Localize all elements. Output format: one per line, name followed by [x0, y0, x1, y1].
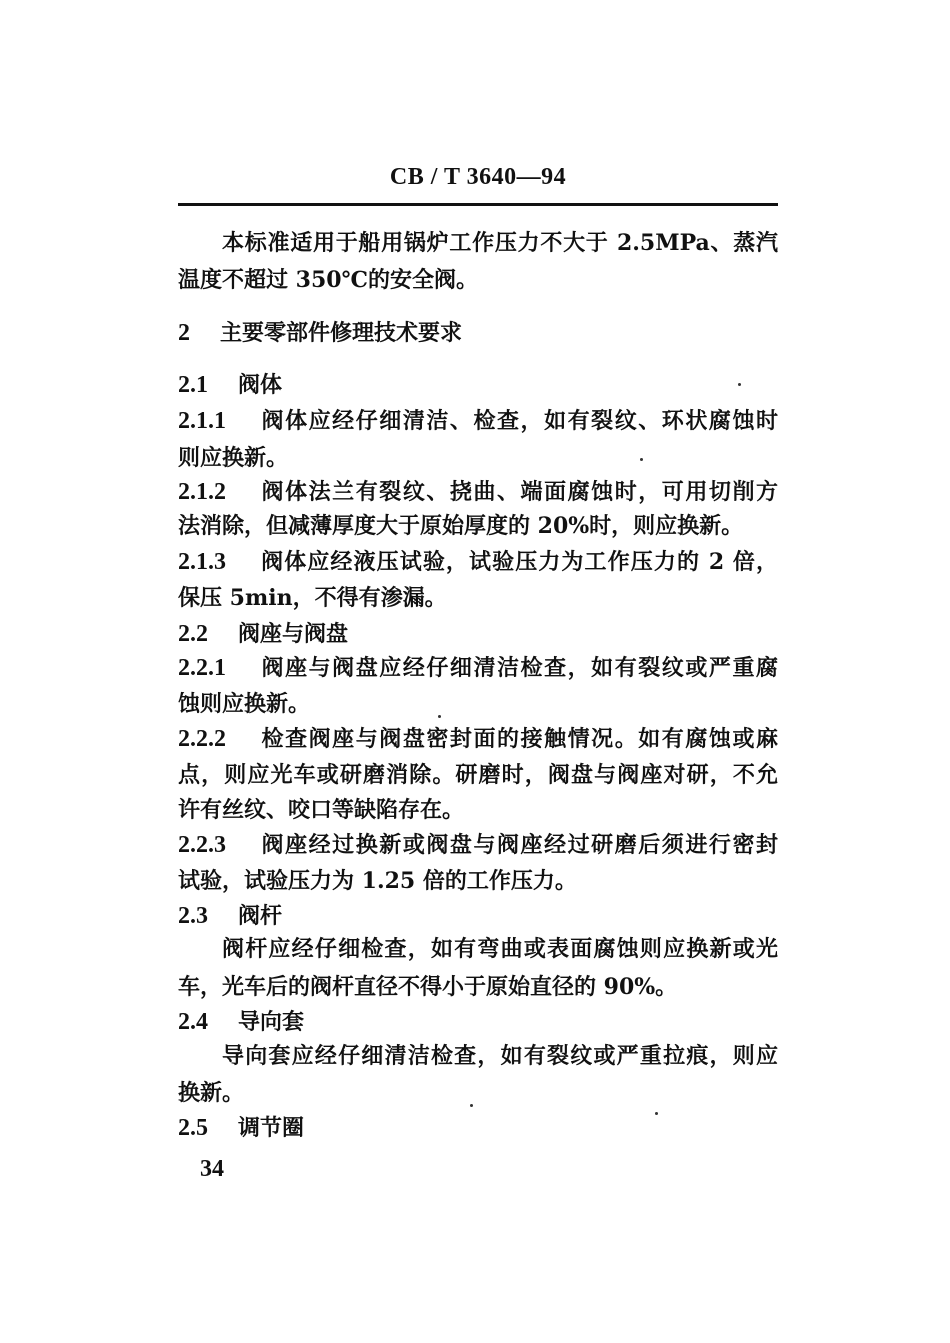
clause-2-1-2-line-2: 法消除，但减薄厚度大于原始厚度的 20%时，则应换新。: [178, 513, 744, 539]
section-2-3-text-line-1: 阀杆应经仔细检查，如有弯曲或表面腐蚀则应换新或光: [222, 936, 778, 962]
clause-number: 2.2.2: [178, 726, 226, 752]
clause-2-2-2-line-2: 点，则应光车或研磨消除。研磨时，阀盘与阀座对研，不允: [178, 762, 778, 788]
scan-speck: [738, 383, 741, 386]
scan-speck: [470, 1104, 473, 1107]
clause-text: 阀体应经仔细清洁、检查，如有裂纹、环状腐蚀时: [260, 408, 778, 434]
scope-text-line-1: 本标准适用于船用锅炉工作压力不大于 2.5MPa、蒸汽: [222, 230, 778, 256]
section-number: 2: [178, 320, 190, 346]
section-title: 主要零部件修理技术要求: [220, 320, 463, 346]
clause-2-1-1-line-1: [178, 408, 778, 434]
page-number: 34: [200, 1156, 224, 1182]
scan-speck: [655, 1112, 658, 1115]
scan-speck: [640, 458, 643, 461]
clause-number: 2.2.1: [178, 655, 226, 681]
scope-text-line-2: 温度不超过 350℃的安全阀。: [178, 267, 478, 293]
standard-code-header: CB / T 3640—94: [389, 164, 567, 190]
section-number: 2.3: [178, 903, 208, 929]
section-2-1-heading: [178, 372, 282, 398]
section-2-3-text-line-2: 车，光车后的阀杆直径不得小于原始直径的 90%。: [178, 974, 678, 1000]
clause-number: 2.1.1: [178, 408, 226, 434]
clause-text: 检查阀座与阀盘密封面的接触情况。如有腐蚀或麻: [260, 726, 778, 752]
section-2-4-text-line-1: 导向套应经仔细清洁检查，如有裂纹或严重拉痕，则应: [222, 1043, 778, 1069]
clause-2-2-1-line-1: [178, 655, 778, 681]
section-2-4-heading: [178, 1009, 304, 1035]
section-number: 2.5: [178, 1115, 208, 1141]
section-2-2-heading: [178, 621, 348, 647]
clause-2-2-2-line-3: 许有丝纹、咬口等缺陷存在。: [178, 797, 465, 823]
section-2-3-heading: [178, 903, 282, 929]
section-title: 阀杆: [238, 903, 283, 929]
clause-text: 阀体应经液压试验，试验压力为工作压力的 2 倍，: [260, 549, 778, 575]
section-2-4-text-line-2: 换新。: [178, 1080, 245, 1106]
section-2-heading: [178, 320, 462, 346]
section-number: 2.4: [178, 1009, 208, 1035]
clause-number: 2.1.3: [178, 549, 226, 575]
section-title: 阀座与阀盘: [238, 621, 349, 647]
clause-2-2-3-line-1: [178, 832, 778, 858]
clause-2-1-2-line-1: [178, 479, 778, 505]
scan-speck: [438, 715, 441, 718]
clause-2-2-2-line-1: [178, 726, 778, 752]
clause-2-2-1-line-2: 蚀则应换新。: [178, 691, 311, 717]
clause-2-1-3-line-1: [178, 549, 778, 575]
section-title: 导向套: [238, 1009, 305, 1035]
clause-number: 2.2.3: [178, 832, 226, 858]
clause-number: 2.1.2: [178, 479, 226, 505]
clause-2-2-3-line-2: 试验，试验压力为 1.25 倍的工作压力。: [178, 868, 577, 894]
section-number: 2.1: [178, 372, 208, 398]
header-rule: [178, 203, 778, 206]
clause-text: 阀体法兰有裂纹、挠曲、端面腐蚀时，可用切削方: [260, 479, 778, 505]
clause-text: 阀座经过换新或阀盘与阀座经过研磨后须进行密封: [260, 832, 778, 858]
clause-2-1-3-line-2: 保压 5min，不得有渗漏。: [178, 585, 447, 611]
section-number: 2.2: [178, 621, 208, 647]
clause-text: 阀座与阀盘应经仔细清洁检查，如有裂纹或严重腐: [260, 655, 778, 681]
section-2-5-heading: [178, 1115, 304, 1141]
section-title: 调节圈: [238, 1115, 305, 1141]
section-title: 阀体: [238, 372, 283, 398]
clause-2-1-1-line-2: 则应换新。: [178, 445, 289, 471]
